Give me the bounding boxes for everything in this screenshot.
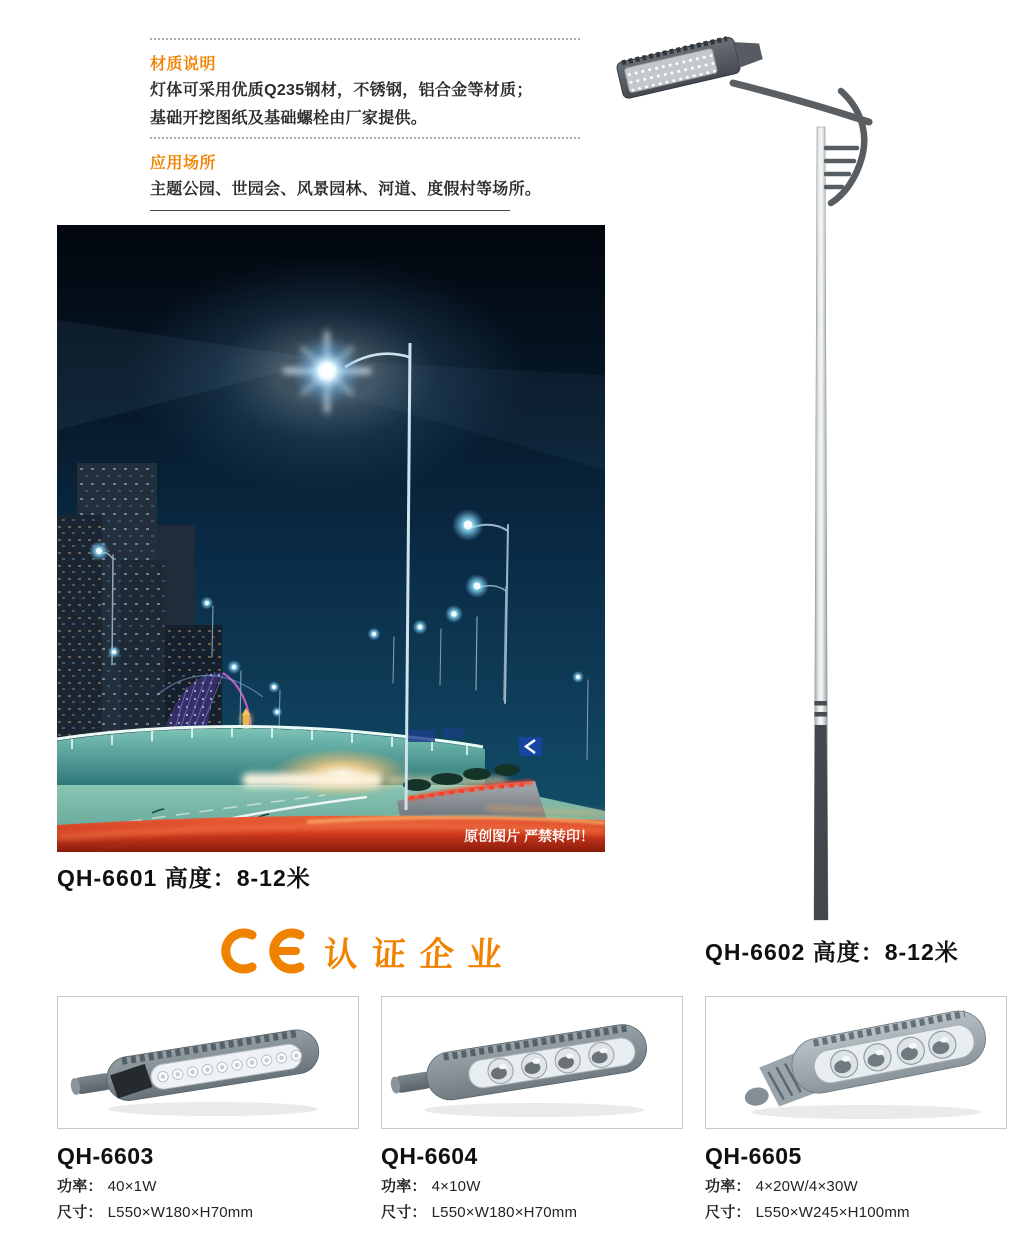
product-power: 功率： 4×10W — [381, 1178, 481, 1195]
material-section-title: 材质说明 — [150, 56, 217, 73]
product-card-qh6603 — [57, 996, 359, 1222]
divider-dotted — [150, 137, 580, 139]
application-section-title: 应用场所 — [150, 155, 217, 172]
product-photo-box — [57, 996, 359, 1129]
material-line-1: 灯体可采用优质Q235钢材，不锈钢，铝合金等材质； — [150, 82, 533, 99]
product-power: 功率： 4×20W/4×30W — [705, 1178, 858, 1195]
product-size: 尺寸： L550×W180×H70mm — [57, 1204, 254, 1221]
night-scene — [57, 225, 605, 852]
divider-dotted — [150, 38, 580, 40]
product-power: 功率： 40×1W — [57, 1178, 157, 1195]
product-card-qh6605 — [705, 996, 1007, 1222]
hero-caption: QH-6601 高度：8-12米 — [57, 865, 311, 891]
street-light-pole — [605, 35, 895, 923]
product-model: QH-6604 — [381, 1143, 478, 1169]
product-model: QH-6603 — [57, 1143, 154, 1169]
ce-certification — [216, 926, 516, 976]
product-size: 尺寸： L550×W245×H100mm — [705, 1204, 910, 1221]
photo-watermark: 原创图片 严禁转印！ — [464, 828, 594, 844]
led-lamp-head — [616, 35, 765, 99]
product-photo — [382, 997, 682, 1128]
material-line-2: 基础开挖图纸及基础螺栓由厂家提供。 — [150, 110, 428, 127]
product-photo — [706, 997, 1006, 1128]
pole-base-section — [814, 725, 828, 920]
application-line: 主题公园、世园会、风景园林、河道、度假村等场所。 — [150, 181, 542, 198]
pole-product-photo — [605, 35, 895, 923]
product-model: QH-6605 — [705, 1143, 802, 1169]
divider-solid — [150, 210, 510, 211]
product-size: 尺寸： L550×W180×H70mm — [381, 1204, 578, 1221]
product-card-qh6604 — [381, 996, 683, 1222]
ce-mark-icon — [216, 926, 308, 976]
product-photo-box — [381, 996, 683, 1129]
info-block — [150, 38, 580, 211]
product-photo-box — [705, 996, 1007, 1129]
hero-night-photo — [57, 225, 605, 852]
pole-caption: QH-6602 高度：8-12米 — [705, 939, 959, 965]
product-photo — [58, 997, 358, 1128]
chevron-sign — [519, 737, 542, 756]
ce-label: 认证企业 — [322, 935, 517, 974]
